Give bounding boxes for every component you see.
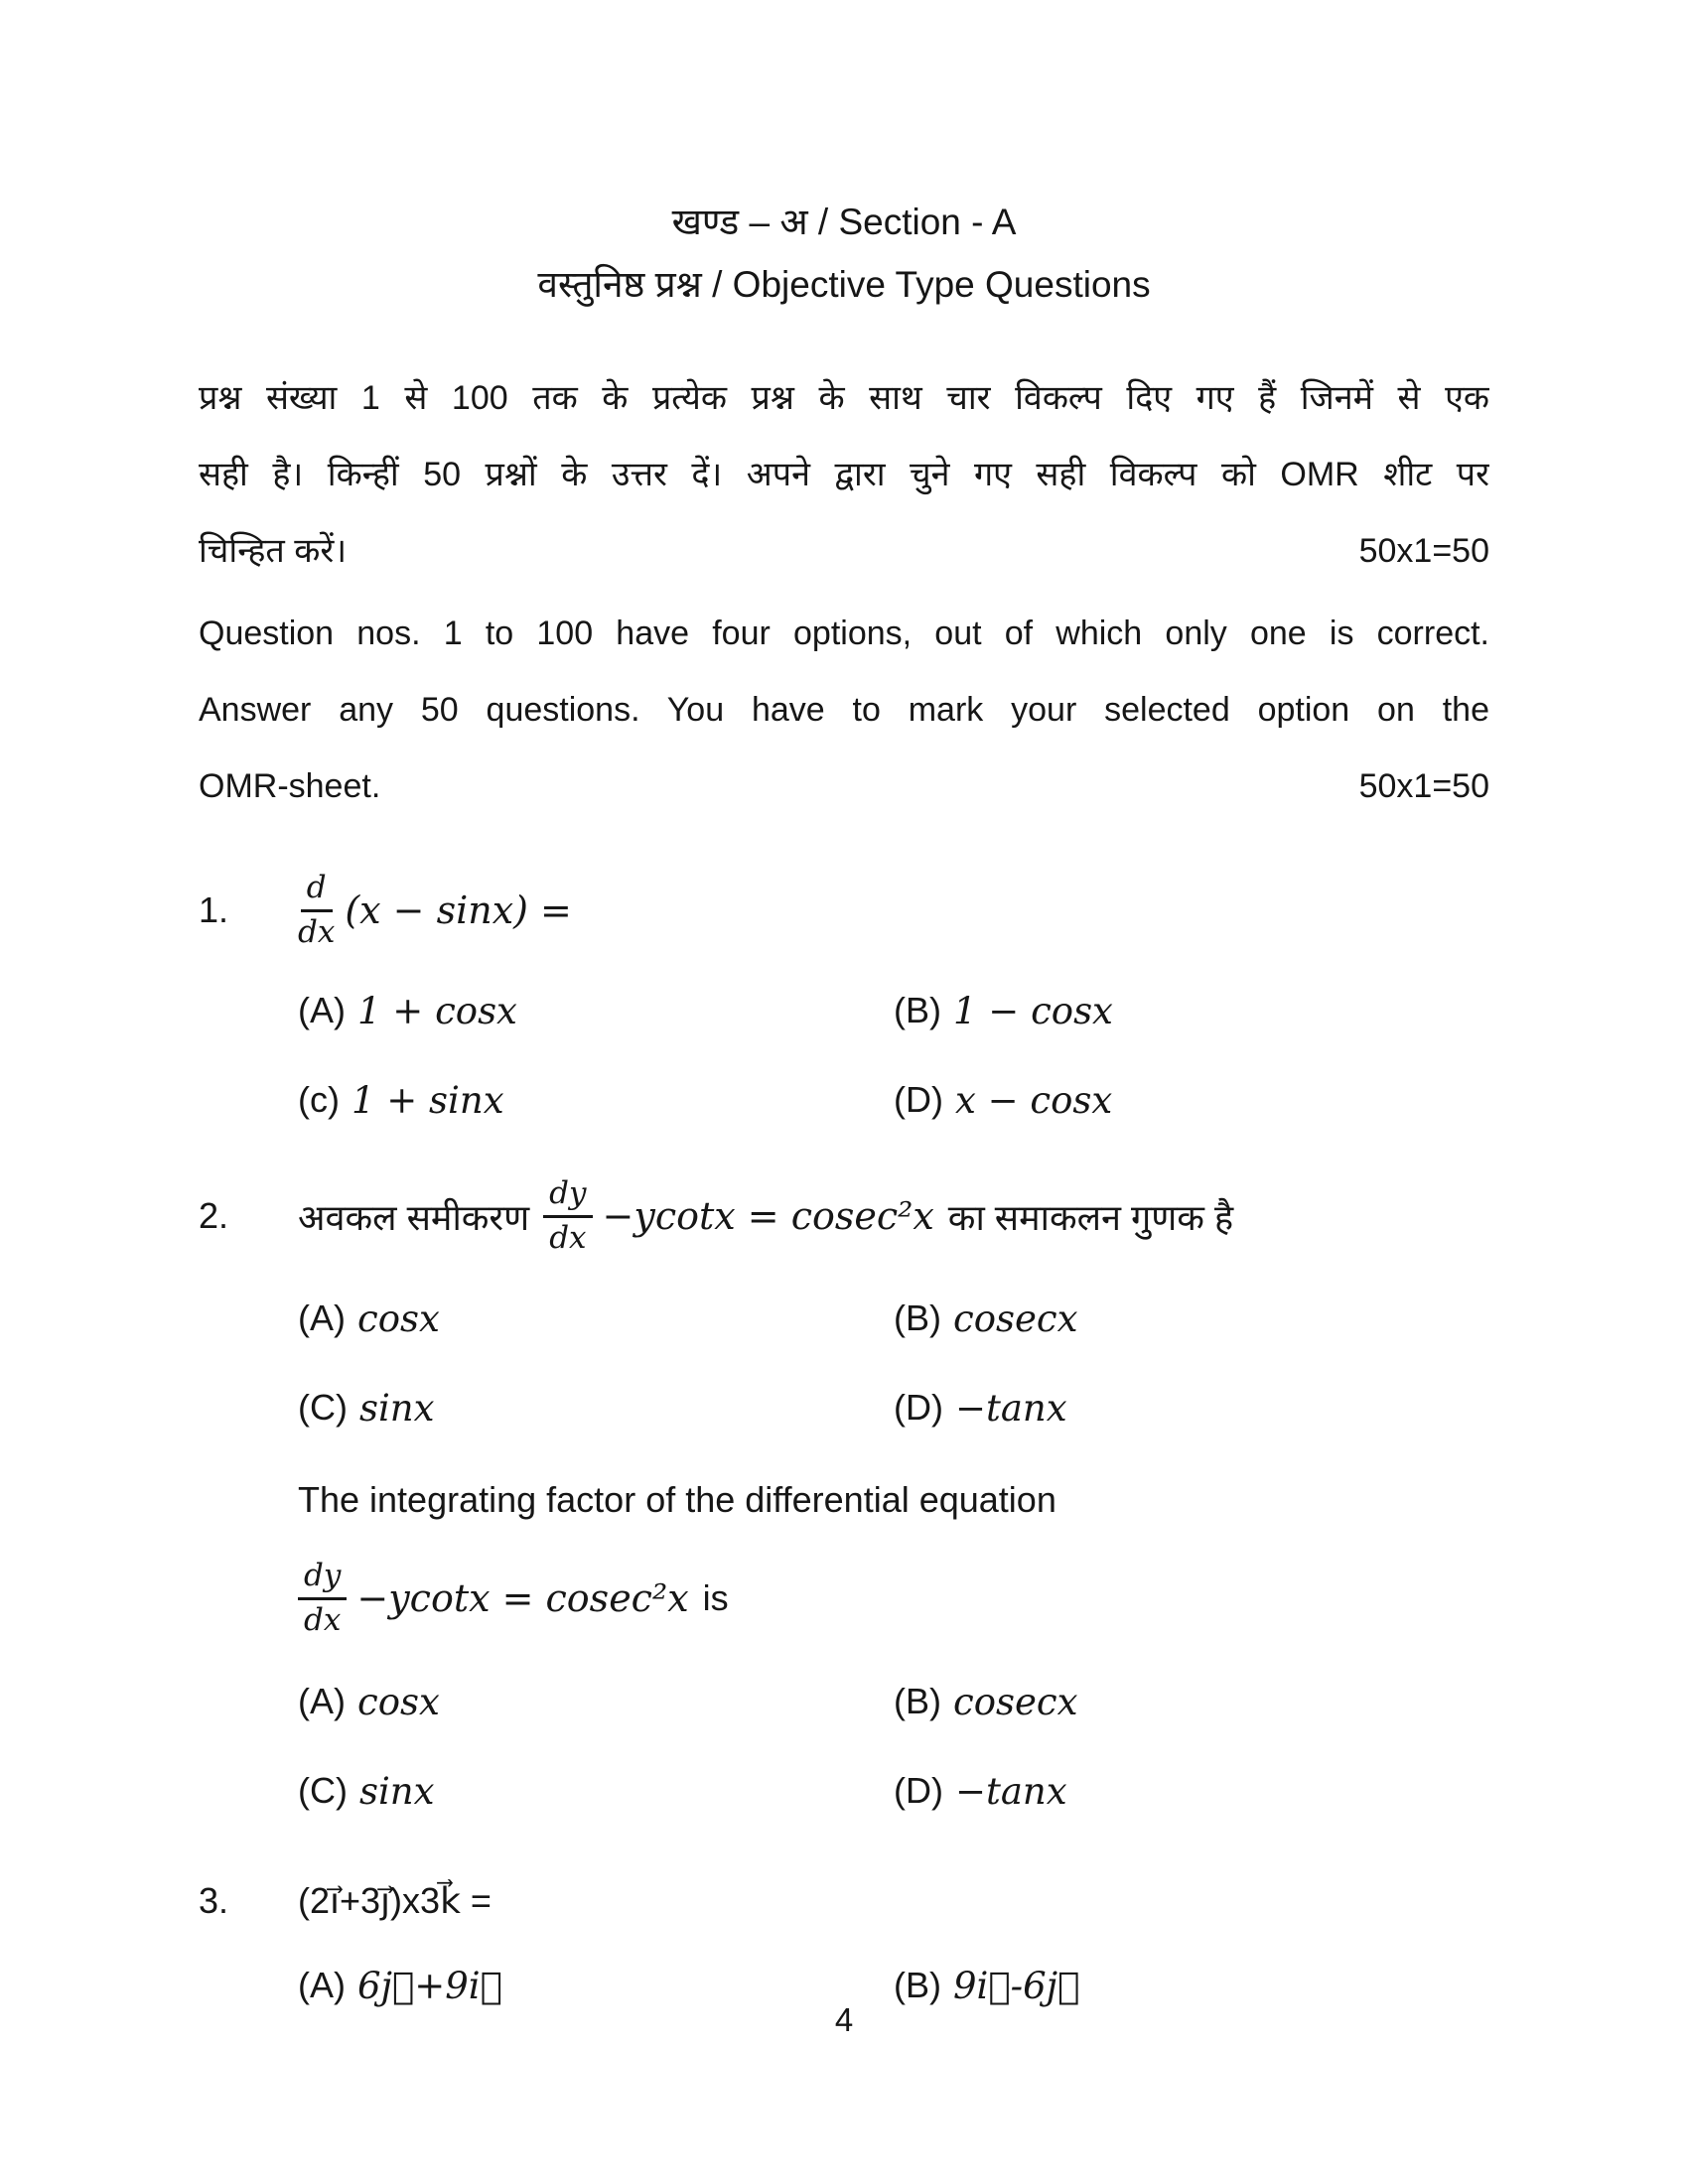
hindi-instructions-line1: प्रश्न संख्या 1 से 100 तक के प्रत्येक प्रश्न के साथ चार विकल्प दिए गए हैं जिनमें से एक bbox=[199, 379, 1489, 417]
question-2-options-row1 bbox=[0, 1274, 1688, 1363]
hindi-instructions-line3 bbox=[199, 513, 1489, 590]
english-instructions-line3-text: OMR-sheet. bbox=[199, 767, 381, 805]
hindi-instructions-line3-text: चिन्हित करें। bbox=[199, 532, 348, 570]
q2-fraction bbox=[543, 1177, 592, 1255]
q2-repeat-option-a bbox=[298, 1681, 894, 1723]
page-number: 4 bbox=[834, 2001, 854, 2038]
question-1-options-row1 bbox=[0, 966, 1688, 1055]
english-instructions-line2: Answer any 50 questions. You have to mark your selected option on the bbox=[199, 691, 1489, 729]
question-1-formula bbox=[298, 872, 572, 949]
q1-option-c bbox=[298, 1079, 894, 1122]
question-2-number: 2. bbox=[199, 1195, 229, 1236]
question-2-repeat-options-row2 bbox=[0, 1746, 1688, 1836]
q1-option-c-label: (c) bbox=[298, 1079, 340, 1120]
q2-math-expression: −ycotx = cosec²x bbox=[602, 1194, 934, 1238]
question-2 bbox=[0, 1159, 1688, 1274]
question-1-number: 1. bbox=[199, 889, 229, 930]
q2-hindi-suffix: का समाकलन गुणक है bbox=[947, 1196, 1234, 1238]
question-3 bbox=[0, 1861, 1688, 1941]
q2-repeat-option-b bbox=[894, 1681, 1688, 1723]
q1-option-d-text: x − cosx bbox=[954, 1078, 1113, 1122]
subsection-heading: वस्तुनिष्ठ प्रश्न / Objective Type Questions bbox=[537, 264, 1151, 305]
question-2-repeat-options-row1 bbox=[0, 1657, 1688, 1746]
q2-fraction-denominator: dx bbox=[549, 1219, 587, 1256]
english-instructions-line3 bbox=[199, 749, 1489, 825]
english-instructions-line1: Question nos. 1 to 100 have four options, out of which only one is correct. bbox=[199, 614, 1489, 652]
question-1-options-row2 bbox=[0, 1055, 1688, 1145]
q2-option-c bbox=[298, 1387, 894, 1430]
q2-fraction-numerator: dy bbox=[543, 1177, 592, 1217]
q2-eq-fraction-denominator: dx bbox=[304, 1601, 342, 1638]
q3-option-a-label: (A) bbox=[298, 1965, 346, 2005]
q1-fraction-numerator: d bbox=[301, 872, 333, 911]
q2-repeat-option-c-label: (C) bbox=[298, 1770, 348, 1811]
page-header bbox=[0, 0, 1688, 303]
q2-eq-fraction-numerator: dy bbox=[298, 1560, 347, 1599]
q1-option-b-text: 1 − cosx bbox=[953, 989, 1113, 1032]
q2-eq-math-expression: −ycotx = cosec²x bbox=[356, 1576, 689, 1620]
q1-expression: (x − sinx) = bbox=[345, 888, 572, 932]
q3-vector-expression: (2i⃗+3j⃗)x3k⃗ = bbox=[298, 1880, 492, 1921]
q2-repeat-option-d-text: −tanx bbox=[954, 1769, 1067, 1813]
question-2-formula bbox=[298, 1177, 1233, 1255]
q2-eq-suffix: is bbox=[702, 1577, 729, 1618]
question-3-number: 3. bbox=[199, 1880, 229, 1921]
q3-option-b-text: 9i⃗-6j⃗ bbox=[953, 1964, 1080, 2007]
q1-fraction bbox=[298, 872, 335, 949]
q1-option-b bbox=[894, 990, 1688, 1032]
question-2-options-row2 bbox=[0, 1363, 1688, 1452]
hindi-marks-scheme: 50x1=50 bbox=[1358, 532, 1489, 570]
q2-hindi-prefix: अवकल समीकरण bbox=[298, 1196, 530, 1238]
q2-repeat-option-b-label: (B) bbox=[894, 1681, 941, 1721]
q2-option-b-label: (B) bbox=[894, 1297, 941, 1338]
q1-option-d bbox=[894, 1079, 1688, 1122]
q1-option-a-label: (A) bbox=[298, 990, 346, 1030]
q2-repeat-option-a-label: (A) bbox=[298, 1681, 346, 1721]
q3-option-b-label: (B) bbox=[894, 1965, 941, 2005]
q1-option-d-label: (D) bbox=[894, 1079, 943, 1120]
q2-english-equation bbox=[0, 1540, 1688, 1657]
q2-repeat-option-a-text: cosx bbox=[357, 1680, 440, 1723]
q2-repeat-option-c-text: sinx bbox=[358, 1769, 435, 1813]
q2-option-b bbox=[894, 1297, 1688, 1340]
q2-option-d-label: (D) bbox=[894, 1387, 943, 1428]
q2-option-a bbox=[298, 1297, 894, 1340]
q1-option-a bbox=[298, 990, 894, 1032]
q2-repeat-option-d-label: (D) bbox=[894, 1770, 943, 1811]
english-instructions bbox=[199, 596, 1489, 825]
q3-option-a-text: 6j⃗+9i⃗ bbox=[357, 1964, 502, 2007]
hindi-instructions-line2: सही है। किन्हीं 50 प्रश्नों के उत्तर दें। अपने द्वारा चुने गए सही विकल्प को OMR शीट पर bbox=[199, 456, 1489, 493]
english-marks-scheme: 50x1=50 bbox=[1358, 767, 1489, 805]
q2-repeat-option-c bbox=[298, 1770, 894, 1813]
section-heading: खण्ड – अ / Section - A bbox=[671, 202, 1017, 242]
question-1 bbox=[0, 855, 1688, 966]
q1-option-c-text: 1 + sinx bbox=[351, 1078, 504, 1122]
q2-english-statement: The integrating factor of the differential equation bbox=[298, 1479, 1056, 1520]
q2-option-a-label: (A) bbox=[298, 1297, 346, 1338]
q2-repeat-option-d bbox=[894, 1770, 1688, 1813]
q2-option-b-text: cosecx bbox=[953, 1297, 1078, 1340]
q2-eq-fraction bbox=[298, 1560, 347, 1637]
q2-option-d bbox=[894, 1387, 1688, 1430]
q1-option-a-text: 1 + cosx bbox=[357, 989, 517, 1032]
hindi-instructions bbox=[199, 360, 1489, 590]
q2-repeat-option-b-text: cosecx bbox=[953, 1680, 1078, 1723]
q2-option-c-text: sinx bbox=[358, 1386, 435, 1430]
q1-option-b-label: (B) bbox=[894, 990, 941, 1030]
q2-option-c-label: (C) bbox=[298, 1387, 348, 1428]
question-3-formula bbox=[298, 1880, 492, 1922]
q2-option-d-text: −tanx bbox=[954, 1386, 1067, 1430]
q2-option-a-text: cosx bbox=[357, 1297, 440, 1340]
q1-fraction-denominator: dx bbox=[298, 913, 336, 950]
